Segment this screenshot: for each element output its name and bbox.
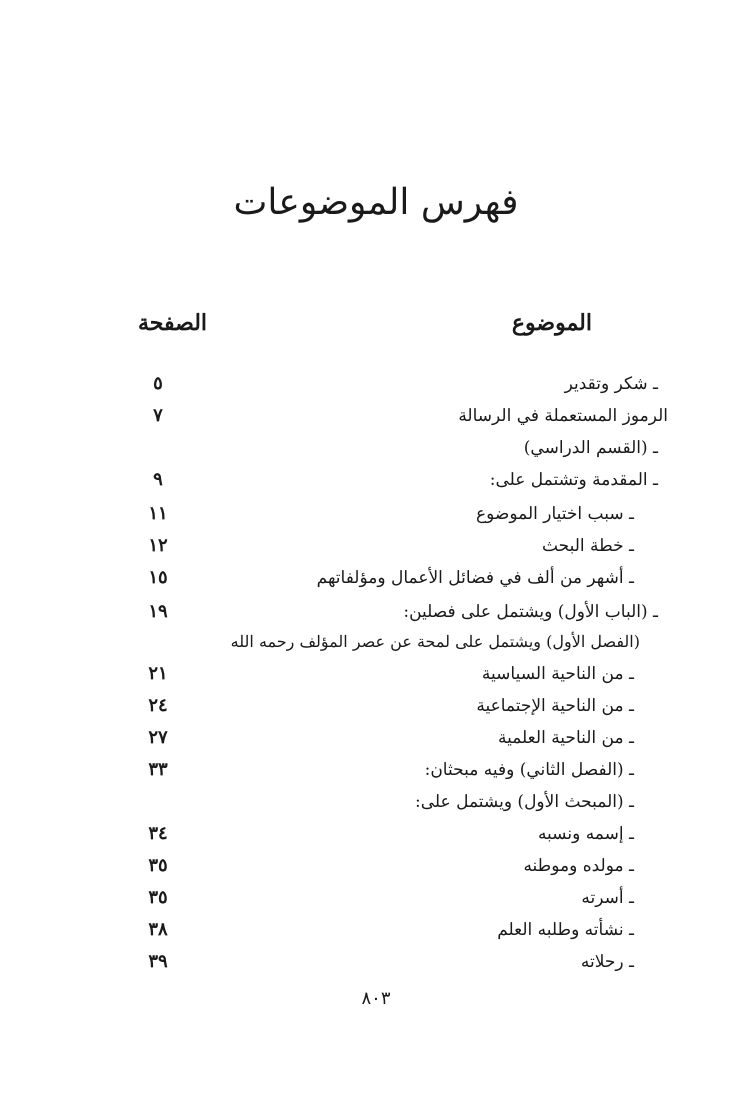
toc-row bbox=[0, 464, 752, 496]
toc-row bbox=[0, 914, 752, 946]
toc-entry-page: ٧ bbox=[153, 405, 163, 426]
toc-entry-text: ـ (القسم الدراسي) bbox=[523, 438, 658, 458]
toc-entry-text: الرموز المستعملة في الرسالة bbox=[458, 406, 668, 426]
toc-row bbox=[0, 400, 752, 432]
toc-entry-page: ٣٨ bbox=[148, 919, 168, 940]
toc-row bbox=[0, 658, 752, 690]
toc-entry-page: ٩ bbox=[153, 469, 163, 490]
toc-entry-page: ٣٤ bbox=[148, 823, 168, 844]
toc-row bbox=[0, 946, 752, 978]
toc-entry-text: ـ (الباب الأول) ويشتمل على فصلين: bbox=[403, 602, 658, 622]
toc-row bbox=[0, 530, 752, 562]
toc-entry-text: ـ نشأته وطلبه العلم bbox=[497, 920, 634, 940]
page-title: فهرس الموضوعات bbox=[233, 182, 519, 223]
toc-entry-text: ـ (الفصل الثاني) وفيه مبحثان: bbox=[424, 760, 634, 780]
toc-row bbox=[0, 850, 752, 882]
toc-entry-page: ٢٤ bbox=[148, 695, 168, 716]
toc-entry-page: ١١ bbox=[148, 503, 168, 524]
toc-entry-page: ١٩ bbox=[148, 601, 168, 622]
toc-entry-text: ـ من الناحية الإجتماعية bbox=[476, 696, 634, 716]
toc-entry-text: ـ من الناحية العلمية bbox=[497, 728, 634, 748]
toc-entry-text: ـ إسمه ونسبه bbox=[537, 824, 634, 844]
toc-entry-text: ـ أسرته bbox=[581, 888, 634, 908]
page-number: ٨٠٣ bbox=[361, 988, 391, 1009]
toc-entry-text: ـ رحلاته bbox=[580, 952, 634, 972]
toc-row bbox=[0, 786, 752, 818]
column-header-topic: الموضوع bbox=[511, 310, 592, 336]
toc-entry-page: ٢١ bbox=[148, 663, 168, 684]
toc-entry-page: ٣٩ bbox=[148, 951, 168, 972]
toc-row bbox=[0, 818, 752, 850]
toc-entry-page: ٥ bbox=[153, 373, 163, 394]
toc-row bbox=[0, 882, 752, 914]
toc-entry-page: ١٢ bbox=[148, 535, 168, 556]
toc-row bbox=[0, 754, 752, 786]
toc-row bbox=[0, 690, 752, 722]
toc-entry-text: ـ مولده وموطنه bbox=[523, 856, 634, 876]
toc-entry-text: ـ أشهر من ألف في فضائل الأعمال ومؤلفاتهم bbox=[316, 568, 634, 588]
toc-entry-page: ٣٥ bbox=[148, 855, 168, 876]
toc-entry-text: (الفصل الأول) ويشتمل على لمحة عن عصر المؤلف رحمه الله bbox=[230, 632, 640, 651]
toc-row bbox=[0, 722, 752, 754]
toc-entry-text: ـ خطة البحث bbox=[541, 536, 634, 556]
toc-entry-page: ٣٣ bbox=[148, 759, 168, 780]
toc-row bbox=[0, 368, 752, 400]
toc-row bbox=[0, 432, 752, 464]
toc-entry-text: ـ سبب اختيار الموضوع bbox=[475, 504, 634, 524]
toc-entry-text: ـ المقدمة وتشتمل على: bbox=[489, 470, 658, 490]
toc-entry-page: ٣٥ bbox=[148, 887, 168, 908]
toc-entry-text: ـ من الناحية السياسية bbox=[481, 664, 634, 684]
toc-entry-page: ١٥ bbox=[148, 567, 168, 588]
toc-row bbox=[0, 626, 752, 658]
toc-entry-page: ٢٧ bbox=[148, 727, 168, 748]
toc-entry-text: ـ شكر وتقدير bbox=[564, 374, 658, 394]
toc-entry-text: ـ (المبحث الأول) ويشتمل على: bbox=[415, 792, 634, 812]
toc-row bbox=[0, 562, 752, 594]
column-header-page: الصفحة bbox=[138, 310, 208, 336]
toc-row bbox=[0, 498, 752, 530]
toc-row bbox=[0, 596, 752, 628]
